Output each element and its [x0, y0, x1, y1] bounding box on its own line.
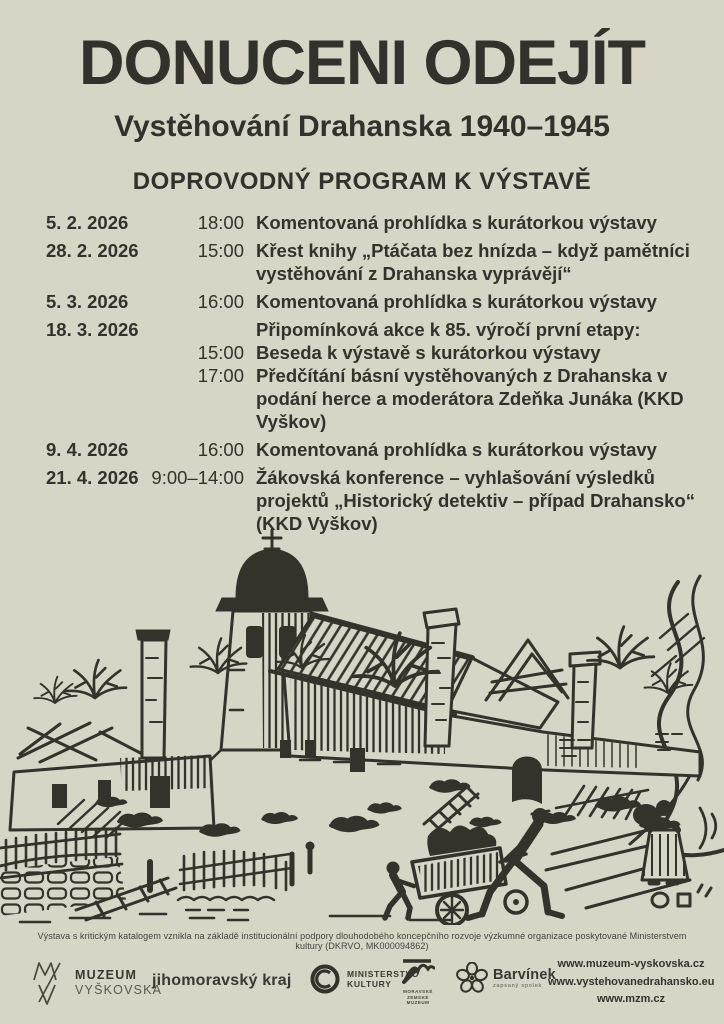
event-text: Žákovská konference – vyhlašování výsledků projektů „Historický detektiv – případ Drahansko“ (KKD Vyškov) [256, 467, 695, 534]
page-title: DONUCENI ODEJÍT [78, 28, 646, 98]
website-url: www.vystehovanedrahansko.eu [548, 975, 715, 988]
event-row [46, 438, 698, 461]
event-row [46, 211, 698, 234]
event-time: 15:00 [197, 240, 244, 261]
barvinek-subtitle: zapsaný spolek [493, 983, 543, 989]
event-time: 9:00–14:00 [151, 467, 244, 488]
ministry-emblem-icon [310, 964, 340, 994]
ministry-line2: KULTURY [347, 979, 392, 989]
mzm-line1: MORAVSKÉ [403, 989, 433, 994]
barvinek-flower-icon [456, 962, 488, 994]
event-time [150, 318, 256, 341]
event-text: Připomínková akce k 85. výročí první etapy: [256, 319, 641, 340]
barvinek-name: Barvínek [493, 967, 556, 983]
event-row [46, 239, 698, 285]
funding-footnote: Výstava s kritickým katalogem vznikla na základě institucionální podpory dlouhodobého koncepčního rozvoje výzkumné organizace poskytované Ministerstvem kultury (DKRVO, MK000094862) [37, 931, 687, 951]
event-row [46, 318, 698, 433]
evacuees-drawing [385, 786, 711, 925]
event-time: 18:00 [197, 212, 244, 233]
event-time: 15:00 [197, 342, 244, 363]
region-name: jihomoravský kraj [152, 972, 292, 989]
mv-name-line2: VYŠKOVSKA [75, 983, 163, 997]
event-text: Komentovaná prohlídka s kurátorkou výstavy [256, 439, 657, 460]
website-list [548, 956, 714, 1009]
church-dome [236, 549, 308, 598]
footer-logos [0, 950, 724, 1020]
logo-barvinek [456, 962, 556, 994]
poster-subtitle: Vystěhování Drahanska 1940–1945 [114, 110, 610, 143]
event-time: 16:00 [197, 291, 244, 312]
website-url: www.muzeum-vyskovska.cz [557, 958, 705, 970]
event-date: 9. 4. 2026 [46, 439, 129, 460]
mzm-line3: MUZEUM [406, 1000, 430, 1005]
logo-jihomoravsky-kraj [152, 972, 291, 990]
event-schedule [46, 211, 698, 540]
event-text: Beseda k výstavě s kurátorkou výstavy [256, 342, 601, 363]
event-date: 5. 3. 2026 [46, 291, 129, 312]
website-url: www.mzm.cz [596, 993, 666, 1005]
event-date: 18. 3. 2026 [46, 319, 139, 340]
event-time: 16:00 [197, 439, 244, 460]
program-heading: DOPROVODNÝ PROGRAM K VÝSTAVĚ [132, 168, 592, 195]
event-text: Komentovaná prohlídka s kurátorkou výstavy [256, 291, 657, 312]
event-text: Předčítání básní vystěhovaných z Drahanska v podání herce a moderátora Zdeňka Junáka (KKD Vyškov) [256, 365, 684, 432]
event-date: 28. 2. 2026 [46, 240, 139, 261]
event-date: 5. 2. 2026 [46, 212, 129, 233]
logo-muzeum-vyskovska [30, 960, 162, 1006]
village-ink-drawing [0, 518, 724, 925]
mv-monogram-icon [30, 960, 66, 1006]
mv-name-line1: MUZEUM [75, 968, 138, 982]
event-text: Komentovaná prohlídka s kurátorkou výstavy [256, 212, 657, 233]
ministry-line1: MINISTERSTVO [347, 969, 420, 979]
event-row [46, 290, 698, 313]
child-pushing-cart [385, 862, 414, 919]
logo-moravske-zemske-muzeum [398, 958, 438, 1006]
event-text: Křest knihy „Ptáčata bez hnízda – když pamětníci vystěhování z Drahanska vyprávějí“ [256, 240, 690, 284]
mzm-line2: ZEMSKÉ [407, 994, 429, 1000]
event-date: 21. 4. 2026 [46, 467, 139, 488]
mzm-mark-icon [401, 958, 435, 984]
burnt-doorway [512, 757, 542, 805]
event-time: 17:00 [197, 365, 244, 386]
